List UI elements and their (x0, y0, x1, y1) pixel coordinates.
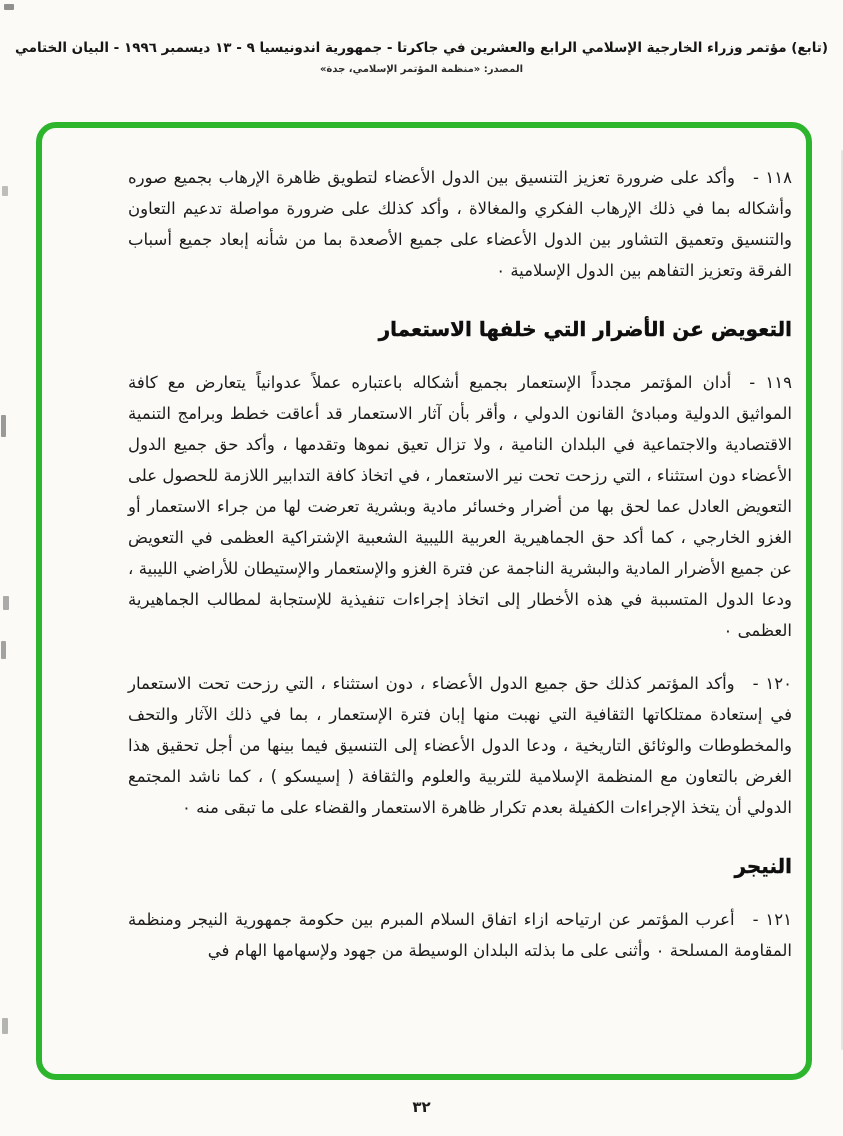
paragraph-number: ١١٩ - (749, 373, 792, 392)
section-heading-compensation: التعويض عن الأضرار التي خلفها الاستعمار (378, 317, 792, 341)
paragraph-text: وأكد على ضرورة تعزيز التنسيق بين الدول الأعضاء لتطويق ظاهرة الإرهاب بجميع صوره وأشكاله بما في ذلك الإرهاب الفكري والمغالاة ، وأكد كذلك على ضرورة مواصلة تدعيم التعاون والتنسيق وتعميق التشاور بين الدول الأعضاء على جميع الأصعدة بما من شأنه إبعاد جميع أسباب الفرقة وتعزيز التفاهم بين الدول الإسلامية ٠ (128, 168, 792, 280)
paragraph-text: أعرب المؤتمر عن ارتياحه ازاء اتفاق السلام المبرم بين حكومة جمهورية النيجر ومنظمة المقاومة المسلحة ٠ وأثنى على ما بذلته البلدان الوسيطة من جهود ولإسهامها الهام في (128, 910, 792, 960)
green-frame (36, 122, 812, 1080)
scan-artifact (3, 596, 9, 610)
page-number: ٣٢ (412, 1098, 431, 1116)
scan-artifact (2, 1018, 8, 1034)
page-header (0, 40, 843, 75)
paragraph-text: وأكد المؤتمر كذلك حق جميع الدول الأعضاء ، دون استثناء ، التي رزحت تحت الاستعمار في إستعادة ممتلكاتها الثقافية التي نهبت منها إبان فترة الإستعمار ، بما في ذلك الآثار والتحف والمخطوطات والوثائق التاريخية ، ودعا الدول الأعضاء إلى التنسيق فيما بينها من أجل تحقيق هذا الغرض بالتعاون مع المنظمة الإسلامية للتربية والعلوم والثقافة ( إسيسكو ) ، كما ناشد المجتمع الدولي أن يتخذ الإجراءات الكفيلة بعدم تكرار ظاهرة الاستعمار والقضاء على ما تبقى منه ٠ (128, 674, 792, 817)
scan-artifact (2, 186, 8, 196)
paragraph-121 (128, 904, 792, 966)
scan-artifact (4, 4, 14, 10)
paragraph-number: ١٢٠ - (752, 674, 792, 693)
section-heading-niger: النيجر (734, 854, 792, 878)
paragraph-120 (128, 668, 792, 823)
paragraph-text: أدان المؤتمر مجدداً الإستعمار بجميع أشكاله باعتباره عملاً عدوانياً يتعارض مع كافة المواثيق الدولية ومبادئ القانون الدولي ، وأقر بأن آثار الاستعمار قد أعاقت خطط وبرامج التنمية الاقتصادية والاجتماعية في البلدان النامية ، ولا تزال تعيق نموها وتقدمها ، وأكد حق جميع الدول الأعضاء دون استثناء ، التي رزحت تحت نير الاستعمار ، في اتخاذ كافة التدابير اللازمة للحصول على التعويض العادل عما لحق بها من أضرار وخسائر مادية وبشرية تعرضت لها من جراء الاستعمار أو الغزو الخارجي ، كما أكد حق الجماهيرية العربية الليبية الشعبية الإشتراكية العظمى في التعويض عن جميع الأضرار المادية والبشرية الناجمة عن فترة الغزو والإستعمار والإستيطان للأراضي الليبية ، ودعا الدول المتسببة في هذه الأخطار إلى اتخاذ إجراءات تنفيذية للإستجابة لمطالب الجماهيرية العظمى ٠ (128, 373, 792, 640)
paragraph-number: ١١٨ - (752, 168, 792, 187)
paragraph-number: ١٢١ - (752, 910, 792, 929)
scan-artifact (1, 641, 6, 659)
paragraph-119 (128, 367, 792, 646)
header-source: المصدر: «منظمة المؤتمر الإسلامي، جدة» (319, 64, 524, 75)
paragraph-118 (128, 162, 792, 286)
header-title: (تابع) مؤتمر وزراء الخارجية الإسلامي الرابع والعشرين في جاكرتا - جمهورية اندونيسيا ٩ - ١٣ ديسمبر ١٩٩٦ - البيان الختامي (14, 40, 829, 56)
body-text (128, 162, 792, 966)
scan-artifact (1, 415, 6, 437)
